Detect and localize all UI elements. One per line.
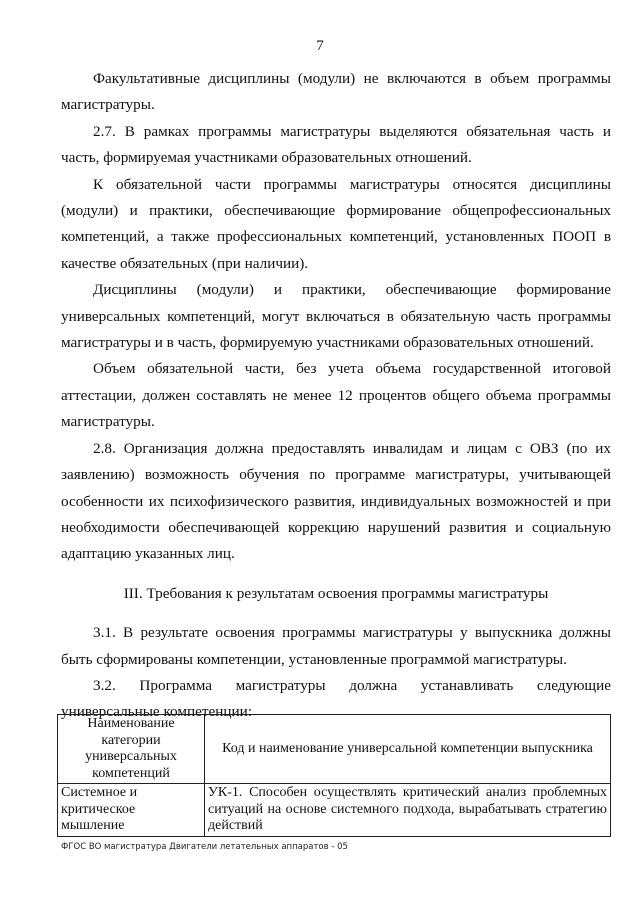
paragraph: К обязательной части программы магистратуры относятся дисциплины (модули) и практики, обеспечивающие формирование общепрофессиональных компетенций, а также профессиональных компетенций, установленных ПООП в качестве обязательных (при наличии).: [61, 175, 611, 272]
paragraph: Факультативные дисциплины (модули) не включаются в объем программы магистратуры.: [61, 70, 611, 114]
table-header-category: Наименование категории универсальных компетенций: [58, 715, 205, 784]
paragraph: 2.7. В рамках программы магистратуры выделяются обязательная часть и часть, формируемая участниками образовательных отношений.: [61, 122, 611, 167]
table-header-row: [58, 715, 611, 784]
paragraph: 2.8. Организация должна предоставлять инвалидам и лицам с ОВЗ (по их заявлению) возможность обучения по программе магистратуры, учитывающей особенности их психофизического развития, индивидуальных возможностей и при необходимости обеспечивающей коррекцию нарушений развития и социальную адаптацию указанных лиц.: [61, 439, 611, 563]
section-heading: III. Требования к результатам освоения программы магистратуры: [123, 584, 549, 602]
table-row: [58, 784, 611, 837]
competencies-table: [57, 714, 611, 837]
table-cell-competence: УК-1. Способен осуществлять критический анализ проблемных ситуаций на основе системного подхода, вырабатывать стратегию действий: [205, 784, 611, 837]
paragraph: Дисциплины (модули) и практики, обеспечивающие формирование универсальных компетенций, могут включаться в обязательную часть программы магистратуры и в часть, формируемую участниками образовательных отношений.: [61, 281, 611, 352]
table-cell-category: Системное и критическое мышление: [58, 784, 205, 837]
table-header-competence: Код и наименование универсальной компетенции выпускника: [205, 715, 611, 784]
document-body: [61, 66, 611, 726]
paragraph: Объем обязательной части, без учета объема государственной итоговой аттестации, должен составлять не менее 12 процентов общего объема программы магистратуры.: [61, 360, 611, 431]
page-number: 7: [316, 38, 324, 54]
paragraph: 3.1. В результате освоения программы магистратуры у выпускника должны быть сформированы компетенции, установленные программой магистратуры.: [61, 624, 611, 668]
page-footer: ФГОС ВО магистратура Двигатели летательных аппаратов - 05: [61, 842, 348, 852]
paragraph: 3.2. Программа магистратуры должна устанавливать следующие универсальные компетенции:: [61, 676, 611, 721]
